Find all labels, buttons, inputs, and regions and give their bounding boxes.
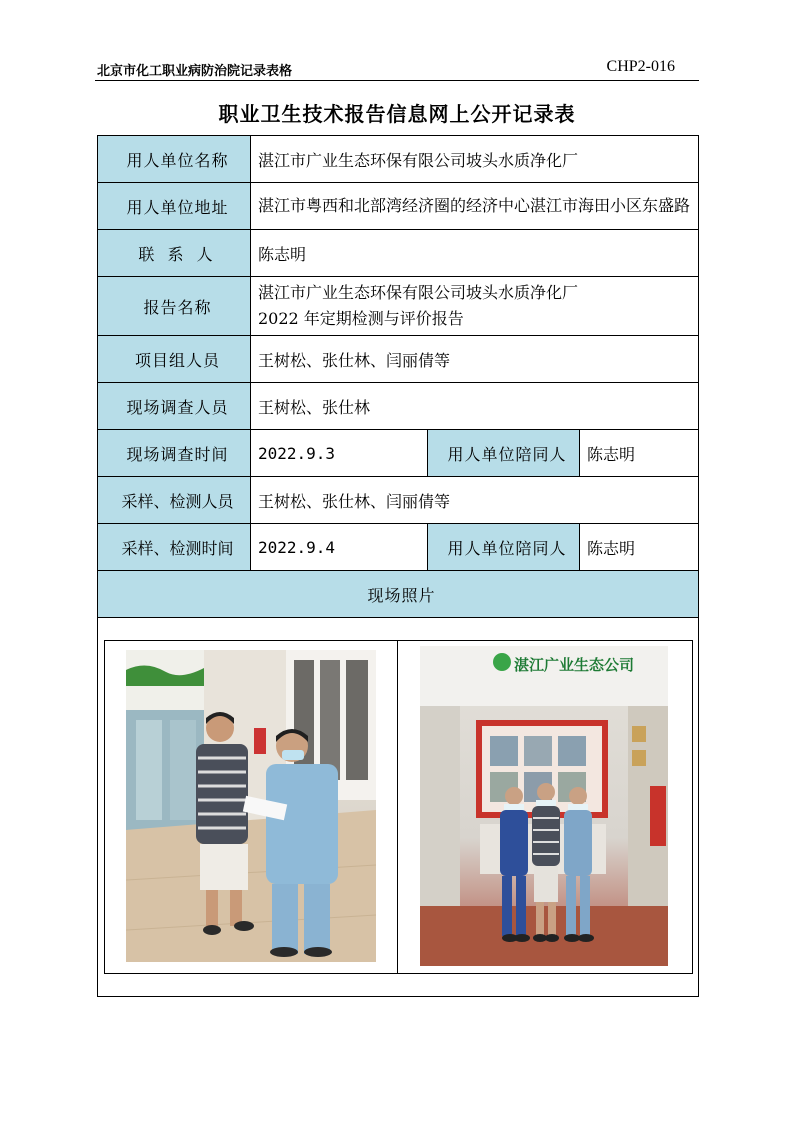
page-title: 职业卫生技术报告信息网上公开记录表 (218, 102, 576, 126)
site-photo-1-image (126, 650, 376, 962)
site-photo-2-image (420, 646, 668, 966)
form-org-name: 北京市化工职业病防治院记录表格 (97, 64, 293, 79)
report-name-line2: 2022 年定期检测与评价报告 (258, 309, 464, 328)
record-table (97, 135, 699, 997)
row-unit-name (98, 136, 699, 183)
value-report-name (251, 277, 699, 336)
label-survey-time: 现场调查时间 (98, 430, 251, 477)
form-code: CHP2-016 (606, 58, 675, 75)
value-sampling-time: 2022.9.4 (251, 524, 428, 571)
value-unit-name: 湛江市广业生态环保有限公司坡头水质净化厂 (251, 136, 699, 183)
row-contact (98, 230, 699, 277)
label-project-members: 项目组人员 (98, 336, 251, 383)
row-survey-time (98, 430, 699, 477)
value-project-members: 王树松、张仕林、闫丽倩等 (251, 336, 699, 383)
company-logo-icon (493, 653, 511, 671)
row-survey-staff (98, 383, 699, 430)
value-survey-staff: 王树松、张仕林 (251, 383, 699, 430)
row-unit-address (98, 183, 699, 230)
row-photos (98, 618, 699, 997)
company-sign-text: 湛江广业生态公司 (513, 656, 634, 674)
label-sampling-escort: 用人单位陪同人 (428, 524, 580, 571)
photo-frame (104, 640, 693, 974)
label-survey-staff: 现场调查人员 (98, 383, 251, 430)
report-name-line1: 湛江市广业生态环保有限公司坡头水质净化厂 (258, 283, 579, 302)
label-sampling-time: 采样、检测时间 (98, 524, 251, 571)
label-sampling-staff: 采样、检测人员 (98, 477, 251, 524)
row-photos-label (98, 571, 699, 618)
label-report-name: 报告名称 (98, 277, 251, 336)
value-sampling-escort: 陈志明 (580, 524, 699, 571)
site-photo-1 (126, 650, 376, 962)
value-contact: 陈志明 (251, 230, 699, 277)
value-survey-time: 2022.9.3 (251, 430, 428, 477)
value-unit-address: 湛江市粤西和北部湾经济圈的经济中心湛江市海田小区东盛路 (251, 183, 699, 230)
label-unit-address: 用人单位地址 (98, 183, 251, 230)
row-report-name (98, 277, 699, 336)
label-contact: 联 系 人 (98, 230, 251, 277)
photo-divider (397, 641, 398, 973)
label-unit-name: 用人单位名称 (98, 136, 251, 183)
value-sampling-staff: 王树松、张仕林、闫丽倩等 (251, 477, 699, 524)
label-survey-escort: 用人单位陪同人 (428, 430, 580, 477)
value-survey-escort: 陈志明 (580, 430, 699, 477)
row-sampling-staff (98, 477, 699, 524)
site-photo-2 (420, 646, 668, 966)
label-site-photos: 现场照片 (98, 571, 699, 618)
photos-cell (98, 618, 699, 997)
header-rule (95, 80, 699, 81)
row-project-members (98, 336, 699, 383)
row-sampling-time (98, 524, 699, 571)
